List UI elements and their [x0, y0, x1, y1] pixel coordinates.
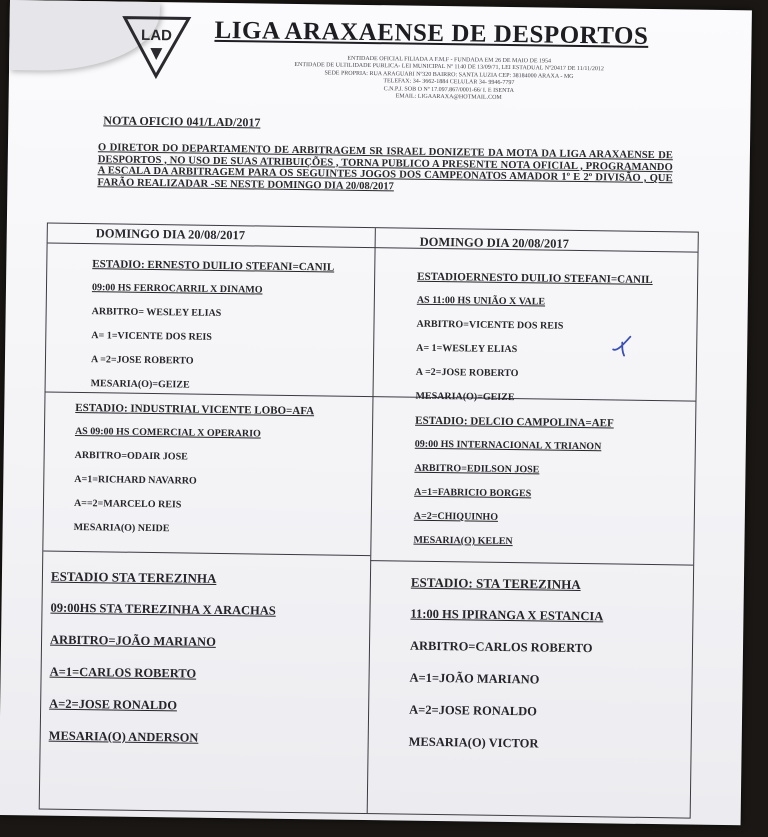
assistant-2-line: A =2=JOSE ROBERTO [415, 366, 519, 380]
org-info-line: TELEFAX: 34- 3662-1884 CELULAR 34- 9946-7797 [383, 78, 515, 87]
table-official-line: MESARIA(O)=GEIZE [90, 378, 190, 391]
stadium-name: ESTADIOERNESTO DUILIO STEFANI=CANIL [417, 270, 653, 286]
schedule-table [39, 223, 699, 819]
org-info-line: EMAIL: LIGAARAXA@HOTMAIL.COM [395, 93, 502, 101]
org-info-line: SEDE PROPRIA: RUA ARAGUARI Nº320 BAIRRO: SANTA LUZIA CEP: 38184000 ARAXA - MG [324, 70, 574, 80]
table-official-line: MESARIA(O) NEIDE [73, 521, 170, 535]
assistant-1-line: A= 1=VICENTE DOS REIS [91, 330, 212, 343]
handwritten-check-mark-icon [610, 333, 634, 357]
assistant-2-line: A=2=CHIQUINHO [413, 510, 499, 523]
match-line: AS 09:00 HS COMERCIAL X OPERARIO [74, 425, 261, 440]
game-cell-5 [48, 569, 369, 765]
header-divider [48, 243, 698, 253]
intro-paragraph: O DIRETOR DO DEPARTAMENTO DE ARBITRAGEM SR ISRAEL DONIZETE DA MOTA DA LIGA ARAXAENSE DE DESPORTOS , NO USO DE SUAS ATRIBUIÇÕES , TORNA PUBLICO A PRESENTE NOTA OFICIAL , PROGRAMANDO A ESCALA DA ARBITRAGEM PARA OS SEGUINTES JOGOS DOS CAMPEONATOS AMADOR 1º E 2º DIVISÃO , QUE FARÃO REALIZADAR -SE NESTE DOMINGO DIA 20/08/2017 [97, 142, 673, 192]
stadium-name: ESTADIO: ERNESTO DUILIO STEFANI=CANIL [92, 258, 335, 274]
stadium-name: ESTADIO: INDUSTRIAL VICENTE LOBO=AFA [75, 401, 315, 418]
assistant-1-line: A= 1=WESLEY ELIAS [416, 342, 518, 356]
referee-line: ARBITRO=EDILSON JOSE [414, 462, 540, 476]
table-official-line: MESARIA(O) KELEN [413, 534, 513, 548]
table-official-line: MESARIA(O) VICTOR [408, 734, 539, 751]
referee-line: ARBITRO=ODAIR JOSE [74, 449, 188, 463]
stadium-name: ESTADIO: STA TEREZINHA [410, 574, 581, 593]
assistant-2-line: A=2=JOSE RONALDO [409, 702, 538, 719]
game-cell-1 [90, 258, 410, 406]
match-line: 09:00 HS INTERNACIONAL X TRIANON [414, 438, 602, 453]
game-cell-2 [415, 271, 735, 419]
stadium-name: ESTADIO STA TEREZINHA [50, 568, 217, 586]
assistant-1-line: A=1=RICHARD NAVARRO [74, 473, 197, 487]
row-divider [43, 551, 370, 557]
logo-text: LAD [140, 26, 173, 45]
left-date-header: DOMINGO DIA 20/08/2017 [95, 226, 246, 243]
lad-logo-icon [121, 14, 192, 81]
organization-info [214, 54, 685, 105]
match-line: AS 11:00 HS UNIÃO X VALE [416, 294, 546, 308]
assistant-1-line: A=1=CARLOS ROBERTO [49, 664, 197, 681]
assistant-2-line: A==2=MARCELO REIS [73, 497, 182, 511]
org-info-line: ENTIDADE DE ULTILIDADE PUBLICA- LEI MUNICIPAL Nº 1140 DE 13/09/71, LEI ESTADUAL Nº20417 DE 11/11/2012 [294, 62, 604, 73]
game-cell-3 [73, 402, 393, 550]
right-date-header: DOMINGO DIA 20/08/2017 [419, 234, 570, 251]
match-line: 11:00 HS IPIRANGA X ESTANCIA [410, 606, 604, 624]
stadium-name: ESTADIO: DELCIO CAMPOLINA=AEF [415, 414, 614, 430]
game-cell-6 [408, 575, 729, 771]
referee-line: ARBITRO= WESLEY ELIAS [91, 306, 222, 319]
nota-title: NOTA OFICIO 041/LAD/2017 [103, 113, 261, 130]
assistant-1-line: A=1=JOÃO MARIANO [409, 670, 540, 687]
match-line: 09:00HS STA TEREZINHA X ARACHAS [50, 600, 276, 618]
org-info-line: C.N.P.J. SOB O Nº 17.097.867/0001-66/ I. E ISENTA [383, 85, 515, 94]
assistant-1-line: A=1=FABRICIO BORGES [414, 486, 532, 500]
table-official-line: MESARIA(O) ANDERSON [48, 728, 199, 745]
league-title: LIGA ARAXAENSE DE DESPORTOS [214, 16, 649, 50]
referee-line: ARBITRO=CARLOS ROBERTO [409, 638, 593, 656]
org-info-line: ENTIDADE OFICIAL FILIADA A F.M.F - FUNDADA EM 26 DE MAIO DE 1954 [347, 55, 552, 65]
assistant-2-line: A=2=JOSE RONALDO [49, 696, 178, 713]
referee-line: ARBITRO=JOÃO MARIANO [49, 632, 216, 649]
match-line: 09:00 HS FERROCARRIL X DINAMO [91, 282, 263, 296]
game-cell-4 [413, 415, 733, 563]
assistant-2-line: A =2=JOSE ROBERTO [90, 354, 194, 367]
table-official-line: MESARIA(O)=GEIZE [415, 390, 515, 404]
referee-line: ARBITRO=VICENTE DOS REIS [416, 318, 564, 332]
